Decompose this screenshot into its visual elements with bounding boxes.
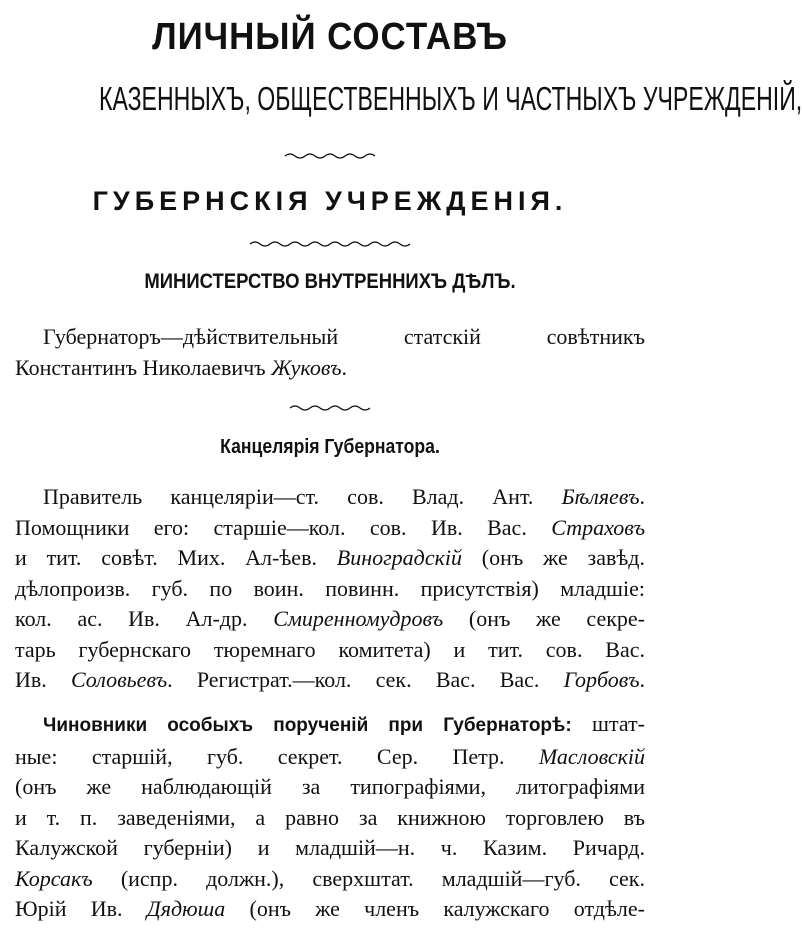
text-line: и т. п. заведеніями, а равно за книжною торговлею въ	[15, 804, 645, 830]
chancellery-heading: Канцелярія Губернатора.	[220, 436, 440, 458]
text-line: Корсакъ (испр. должн.), сверхштат. младшій—губ. сек.	[15, 865, 645, 891]
main-title: ЛИЧНЫЙ СОСТАВЪ	[152, 16, 508, 58]
governor-line: Константинъ Николаевичъ Жуковъ.	[15, 354, 348, 380]
text-line: Ив. Соловьевъ. Регистрат.—кол. сек. Вас. Вас. Горбовъ.	[15, 667, 645, 692]
governor-paragraph	[15, 322, 645, 383]
governor-line: Губернаторъ—дѣйствительный статскій совѣтникъ	[43, 324, 645, 349]
text-line: ные: старшій, губ. секрет. Сер. Петр. Масловскій	[15, 743, 645, 769]
text-line: (онъ же наблюдающій за типографіями, литографіями	[15, 774, 645, 799]
text-line: тарь губернскаго тюремнаго комитета) и тит. сов. Вас.	[15, 636, 645, 662]
ornamental-divider	[285, 152, 375, 160]
text-line: Правитель канцеляріи—ст. сов. Влад. Ант. Бѣляевъ.	[43, 484, 645, 509]
officials-heading: Чиновники особыхъ порученій при Губернаторѣ:	[43, 715, 572, 736]
governor-name: Жуковъ	[271, 354, 342, 380]
section-title: ГУБЕРНСКІЯ УЧРЕЖДЕНІЯ.	[92, 186, 568, 216]
officials-paragraph	[15, 709, 645, 925]
text-line: и тит. совѣт. Мих. Ал-ѣев. Виноградскій (онъ же завѣд.	[15, 545, 645, 570]
text-line: Помощники его: старшіе—кол. сов. Ив. Вас. Страховъ	[15, 514, 645, 540]
text-line: кол. ас. Ив. Ал-др. Смиренномудровъ (онъ же секре-	[15, 606, 645, 631]
ornamental-divider	[290, 404, 370, 412]
ornamental-divider	[250, 240, 410, 248]
text-line: Юрій Ив. Дядюша (онъ же членъ калужскаго отдѣле-	[15, 896, 645, 921]
main-subtitle: КАЗЕННЫХЪ, ОБЩЕСТВЕННЫХЪ И ЧАСТНЫХЪ УЧРЕЖДЕНІЙ,	[99, 80, 802, 117]
text-line: Чиновники особыхъ порученій при Губернаторѣ: штат-	[43, 711, 645, 736]
text-line: Калужской губерніи) и младшій—н. ч. Казим. Ричард.	[15, 835, 645, 860]
ministry-heading: МИНИСТЕРСТВО ВНУТРЕННИХЪ ДѢЛЪ.	[144, 270, 516, 293]
text-line: дѣлопроизв. губ. по воин. повинн. присутствія) младшіе:	[15, 575, 645, 601]
chancellery-paragraph	[15, 482, 645, 696]
